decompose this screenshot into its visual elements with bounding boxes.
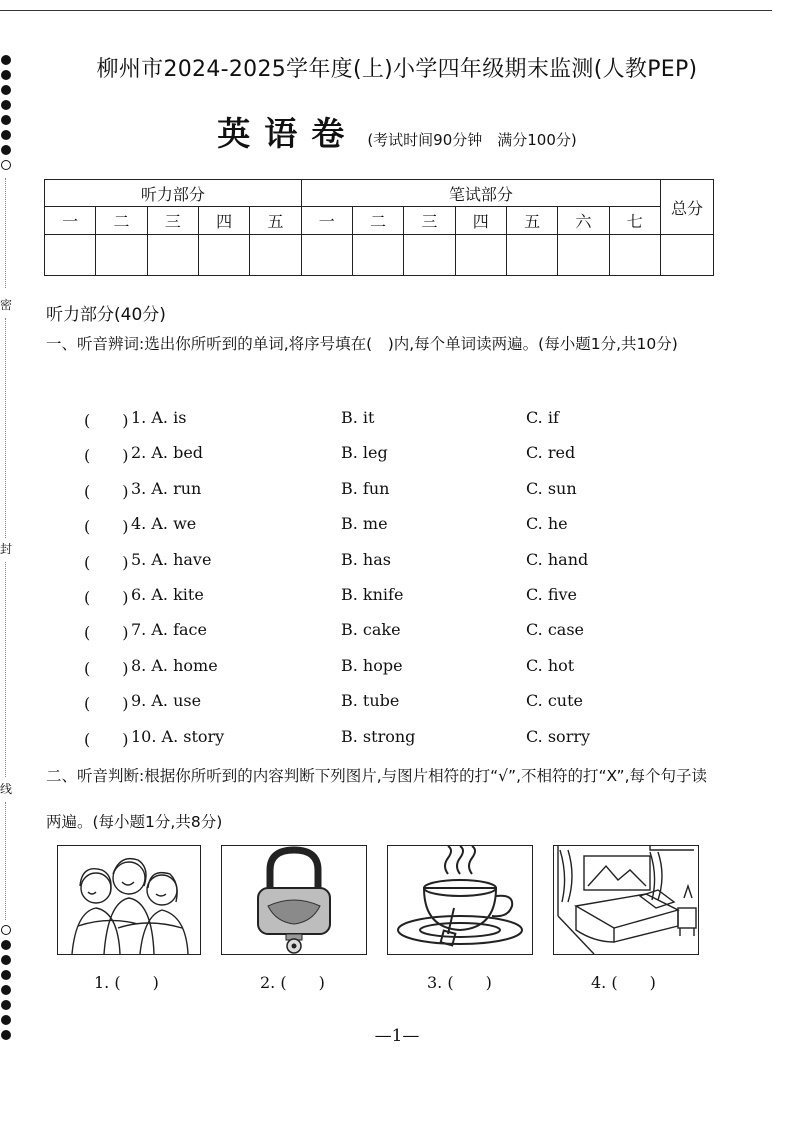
exam-title: 柳州市2024-2025学年度(上)小学四年级期末监测(人教PEP) [96,57,698,82]
score-cell[interactable] [198,235,249,276]
question-row [0,479,794,509]
answer-blank[interactable]: ( ) [84,552,129,572]
writing-header: 笔试部分 [301,180,660,207]
score-col-label: 四 [198,207,249,235]
binding-dot [1,55,11,65]
option-b: B. cake [341,620,401,640]
score-col-label: 二 [96,207,147,235]
option-b: B. has [341,549,391,569]
score-cell[interactable] [352,235,403,276]
seal-char-feng: 封 [0,542,13,556]
option-c: C. case [526,620,585,640]
binding-dot [1,985,11,995]
score-cell[interactable] [455,235,506,276]
question-row [0,443,794,473]
answer-blank[interactable]: ( ) [84,481,129,501]
score-col-label: 三 [404,207,455,235]
picture-answer-4[interactable]: 4. ( ) [591,973,656,992]
score-cell[interactable] [96,235,147,276]
binding-dot [1,955,11,965]
part1-instruction: 一、听音辨词:选出你所听到的单词,将序号填在( )内,每个单词读两遍。(每小题1分,共10分) [46,335,678,353]
binding-dot [1,70,11,80]
option-c: C. hand [526,549,589,569]
score-col-label: 六 [558,207,609,235]
answer-blank[interactable]: ( ) [84,623,129,643]
score-col-label: 四 [455,207,506,235]
score-cell[interactable] [301,235,352,276]
subject-title: 英语卷 [217,114,359,153]
score-cell[interactable] [609,235,660,276]
binding-ring [1,160,11,170]
question-row [0,514,794,544]
option-a: 3. A. run [131,478,202,498]
subject-line [0,108,794,155]
score-cell[interactable] [506,235,557,276]
score-col-label: 五 [506,207,557,235]
score-cell[interactable] [250,235,301,276]
cut-line [5,802,6,920]
score-cell[interactable] [404,235,455,276]
cut-line [5,178,6,288]
score-cell-total[interactable] [661,235,714,276]
question-row [0,550,794,580]
option-a: 4. A. we [131,514,197,534]
question-row [0,691,794,721]
option-a: 8. A. home [131,655,218,675]
option-a: 2. A. bed [131,443,204,463]
option-b: B. knife [341,585,404,604]
seal-char-xian: 线 [0,782,13,796]
seal-char-mi: 密 [0,298,13,312]
answer-blank[interactable]: ( ) [84,517,129,537]
answer-blank[interactable]: ( ) [84,658,129,678]
score-cell[interactable] [147,235,198,276]
section-title: 听力部分(40分) [46,305,166,325]
listening-header: 听力部分 [45,180,302,207]
picture-answer-1[interactable]: 1. ( ) [94,973,159,992]
option-c: C. red [526,443,576,463]
page-number: —1— [374,1026,420,1046]
binding-dot [1,940,11,950]
score-col-label: 三 [147,207,198,235]
answer-blank[interactable]: ( ) [84,729,129,749]
score-col-label: 五 [250,207,301,235]
option-b: B. it [341,408,375,427]
picture-answer-3[interactable]: 3. ( ) [427,973,492,992]
bedroom-picture-icon [553,845,699,955]
tea-cup-picture-icon [387,845,533,955]
option-c: C. he [526,514,568,534]
score-col-label: 一 [45,207,96,235]
answer-blank[interactable]: ( ) [84,694,129,714]
total-header: 总分 [661,180,714,235]
option-b: B. leg [341,443,388,463]
option-c: C. cute [526,691,584,711]
answer-blank[interactable]: ( ) [84,446,129,466]
option-b: B. strong [341,726,416,746]
score-table [44,179,714,276]
option-b: B. fun [341,478,390,498]
option-a: 6. A. kite [131,585,204,604]
exam-info: (考试时间90分钟 满分100分) [367,131,577,149]
option-c: C. sorry [526,726,591,746]
option-c: C. five [526,585,578,604]
option-a: 5. A. have [131,549,212,569]
binding-ring [1,925,11,935]
option-a: 9. A. use [131,691,202,711]
part2-instruction: 二、听音判断:根据你所听到的内容判断下列图片,与图片相符的打“√”,不相符的打“X”,每个句子读两遍。(每小题1分,共8分) [46,767,707,831]
score-col-label: 二 [352,207,403,235]
score-col-label: 七 [609,207,660,235]
option-c: C. sun [526,478,577,498]
option-c: C. hot [526,655,575,675]
question-row [0,585,794,615]
binding-dot [1,85,11,95]
option-a: 10. A. story [131,726,225,746]
top-rule [0,10,772,11]
option-b: B. tube [341,691,400,711]
lock-picture-icon [221,845,367,955]
score-col-label: 一 [301,207,352,235]
picture-answer-2[interactable]: 2. ( ) [260,973,325,992]
option-a: 7. A. face [131,620,207,640]
score-cell[interactable] [558,235,609,276]
binding-dot [1,970,11,980]
question-row [0,408,794,438]
binding-dot [1,1015,11,1025]
option-c: C. if [526,408,559,427]
binding-dot [1,1000,11,1010]
question-row [0,656,794,686]
option-b: B. me [341,514,388,534]
score-cell[interactable] [45,235,96,276]
answer-blank[interactable]: ( ) [84,588,129,607]
friends-picture-icon [57,845,201,955]
question-row [0,620,794,650]
option-a: 1. A. is [131,408,187,427]
answer-blank[interactable]: ( ) [84,411,129,430]
option-b: B. hope [341,655,403,675]
